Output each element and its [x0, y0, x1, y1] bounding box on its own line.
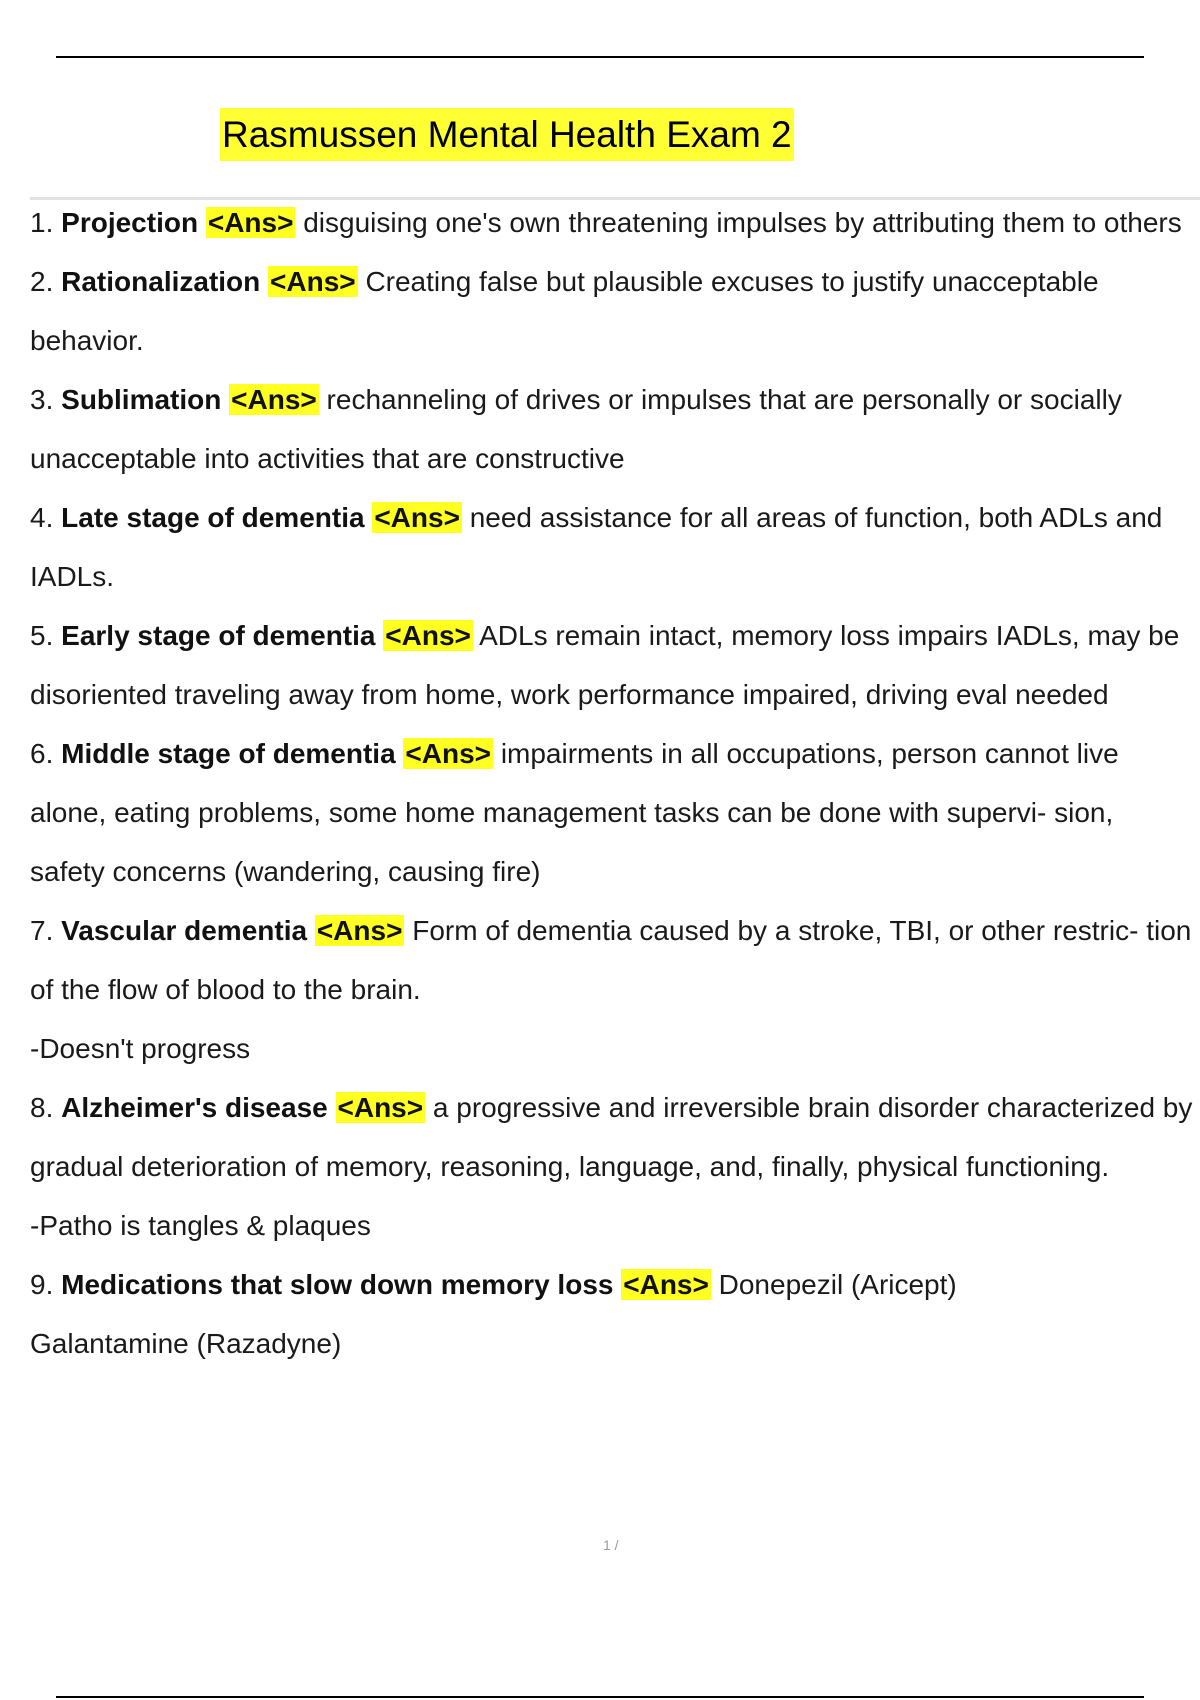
- item-number: 5.: [30, 620, 54, 651]
- ans-tag: <Ans>: [374, 502, 460, 533]
- list-item: [30, 488, 1195, 606]
- item-term: Late stage of dementia: [61, 502, 365, 533]
- top-rule: [56, 56, 1144, 58]
- item-number: 7.: [30, 915, 54, 946]
- ans-tag: <Ans>: [207, 207, 294, 238]
- list-item: [30, 1078, 1195, 1255]
- item-answer: ADLs remain intact, memory loss impairs IADLs, may be disoriented traveling away from home, work performance impaired, driving eval needed: [30, 620, 1180, 710]
- item-note: -Doesn't progress: [30, 1033, 251, 1064]
- ans-tag: <Ans>: [316, 915, 403, 946]
- item-number: 2.: [30, 266, 54, 297]
- item-answer: disguising one's own threatening impulses by attributing them to others: [303, 207, 1182, 238]
- item-note: Galantamine (Razadyne): [30, 1328, 342, 1359]
- item-number: 4.: [30, 502, 54, 533]
- item-number: 1.: [30, 207, 54, 238]
- item-number: 3.: [30, 384, 54, 415]
- item-term: Projection: [61, 207, 199, 238]
- ans-tag: <Ans>: [337, 1092, 424, 1123]
- ans-tag: <Ans>: [405, 738, 492, 769]
- item-note: -Patho is tangles & plaques: [30, 1210, 371, 1241]
- ans-tag: <Ans>: [270, 266, 356, 297]
- list-item: [30, 1255, 1195, 1373]
- item-answer: need assistance for all areas of function, both ADLs and IADLs.: [30, 502, 1163, 592]
- ans-tag: <Ans>: [623, 1269, 709, 1300]
- page-number: 1 /: [603, 1537, 619, 1553]
- list-item: [30, 252, 1195, 370]
- item-answer: Donepezil (Aricept): [718, 1269, 957, 1300]
- item-answer: Creating false but plausible excuses to justify unacceptable behavior.: [30, 266, 1099, 356]
- list-item: [30, 370, 1195, 488]
- ans-tag: <Ans>: [231, 384, 317, 415]
- list-item: [30, 606, 1195, 724]
- bottom-rule: [56, 1696, 1144, 1698]
- list-item: [30, 193, 1195, 252]
- item-answer: impairments in all occupations, person cannot live alone, eating problems, some home management tasks can be done with supervi- sion, safety concerns (wandering, causing fire): [30, 738, 1119, 887]
- item-number: 8.: [30, 1092, 54, 1123]
- item-term: Middle stage of dementia: [61, 738, 396, 769]
- item-term: Early stage of dementia: [61, 620, 376, 651]
- item-term: Vascular dementia: [61, 915, 308, 946]
- item-term: Sublimation: [61, 384, 222, 415]
- item-number: 9.: [30, 1269, 54, 1300]
- document-title: Rasmussen Mental Health Exam 2: [220, 108, 794, 161]
- item-number: 6.: [30, 738, 54, 769]
- list-item: [30, 724, 1195, 901]
- item-answer: a progressive and irreversible brain disorder characterized by gradual deterioration of memory, reasoning, language, and, finally, physical functioning.: [30, 1092, 1193, 1182]
- item-term: Medications that slow down memory loss: [61, 1269, 614, 1300]
- item-term: Alzheimer's disease: [61, 1092, 328, 1123]
- item-answer: Form of dementia caused by a stroke, TBI, or other restric- tion of the flow of blood to the brain.: [30, 915, 1192, 1005]
- item-term: Rationalization: [61, 266, 261, 297]
- ans-tag: <Ans>: [385, 620, 471, 651]
- question-list: [30, 193, 1195, 1373]
- list-item: [30, 901, 1195, 1078]
- item-answer: rechanneling of drives or impulses that are personally or socially unacceptable into activities that are constructive: [30, 384, 1122, 474]
